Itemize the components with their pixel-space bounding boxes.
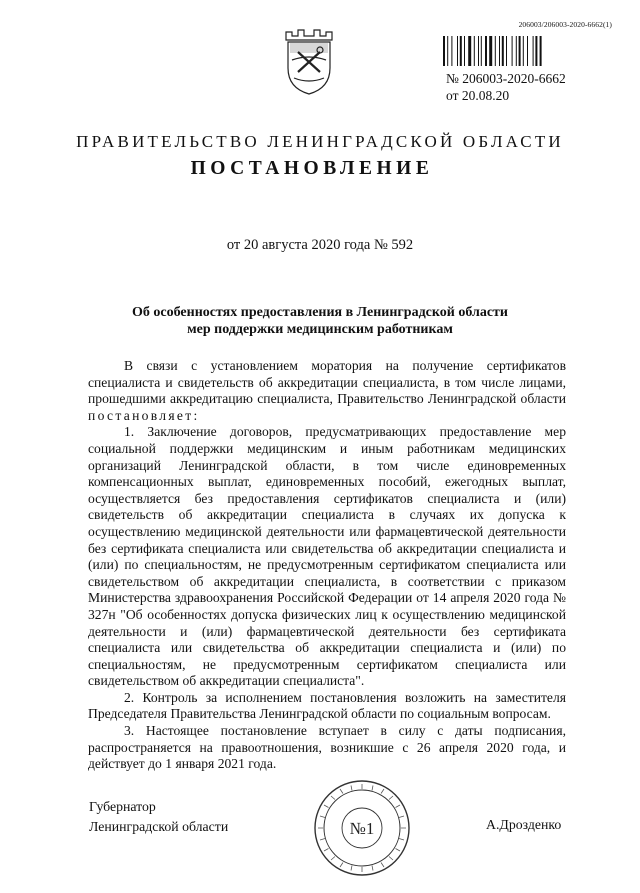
barcode-bar [533,36,534,66]
barcode-bar [495,36,496,66]
barcode-bar [506,36,507,66]
barcode-bar [457,36,458,66]
barcode [443,36,575,66]
barcode-bar [535,36,537,66]
barcode-bar [468,36,471,66]
coat-of-arms-emblem [284,28,334,96]
barcode-bar [489,36,492,66]
registration-date: от 20.08.20 [446,88,510,103]
barcode-bar [460,36,462,66]
registration-block [446,70,566,104]
intro-paragraph [88,358,566,424]
barcode-bar [474,36,475,66]
paragraph-1: 1. Заключение договоров, предусматривающих предоставление мер социальной поддержки медицинским и иным работникам медицинских организаций Ленинградской области, в том числе единовременных компенсационных выплат, единовременных пособий, ежегодных выплат, осуществляется без предоставления сертификатов специалиста и (или) свидетельств об аккредитации специалиста в случаях их допуска к осуществлению медицинской деятельности или фармацевтической деятельности без сертификата специалиста или свидетельства об аккредитации специалиста и (или) по специальностям, не предусмотренным сертификатом специалиста или свидетельством об аккредитации специалиста, в соответствии с приказом Министерства здравоохранения Российской Федерации от 14 апреля 2020 года № 327н "Об особенностях допуска физических лиц к осуществлению медицинской деятельности и (или) фармацевтической деятельности без сертификата специалиста или свидетельства об аккредитации специалиста и (или) по специальностям, не предусмотренным сертификатом специалиста или свидетельством об аккредитации специалиста". [88,424,566,689]
barcode-bar [485,36,487,66]
paragraph-2: 2. Контроль за исполнением постановления возложить на заместителя Председателя Правительства Ленинградской области по социальным вопросам. [88,689,566,722]
document-type: ПОСТАНОВЛЕНИЕ [190,158,434,179]
barcode-bar [527,36,528,66]
barcode-bar [451,36,452,66]
signatory-name: А.Дрозденко [486,817,562,832]
registration-number: № 206003-2020-6662 [446,71,566,86]
barcode-bar [512,36,513,66]
signatory-position [89,797,228,837]
paragraph-3: 3. Настоящее постановление вступает в силу с даты подписания, распространяется на правоотношения, возникшие с 26 апреля 2020 года, и действует до 1 января 2021 года. [88,723,566,772]
subject-line-2: мер поддержки медицинским работникам [187,322,453,337]
government-title: ПРАВИТЕЛЬСТВО ЛЕНИНГРАДСКОЙ ОБЛАСТИ [76,132,564,151]
barcode-bar [478,36,479,66]
document-body [88,358,566,773]
barcode-bar [481,36,482,66]
official-stamp [312,778,412,878]
barcode-bar [502,36,504,66]
barcode-bar [540,36,542,66]
barcode-bar [523,36,524,66]
date-and-number: от 20 августа 2020 года № 592 [226,237,414,253]
document-id: 206003/206003-2020-6662(1) [518,20,612,29]
document-subject [80,304,560,338]
intro-text: В связи с установлением моратория на получение сертификатов специалиста и свидетельств об аккредитации специалиста, в том числе лицами, прошедшими аккредитацию специалиста, Правительство Ленинградской области [88,358,566,407]
barcode-bar [519,36,521,66]
subject-line-1: Об особенностях предоставления в Ленинградской области [132,305,508,320]
position-line-1: Губернатор [89,799,156,814]
position-line-2: Ленинградской области [89,819,229,834]
barcode-bar [499,36,500,66]
barcode-bar [516,36,517,66]
barcode-bar [447,36,448,66]
barcode-bar [464,36,465,66]
barcode-bar [443,36,445,66]
decree-word: постановляет: [88,407,200,423]
stamp-number: №1 [349,819,375,838]
